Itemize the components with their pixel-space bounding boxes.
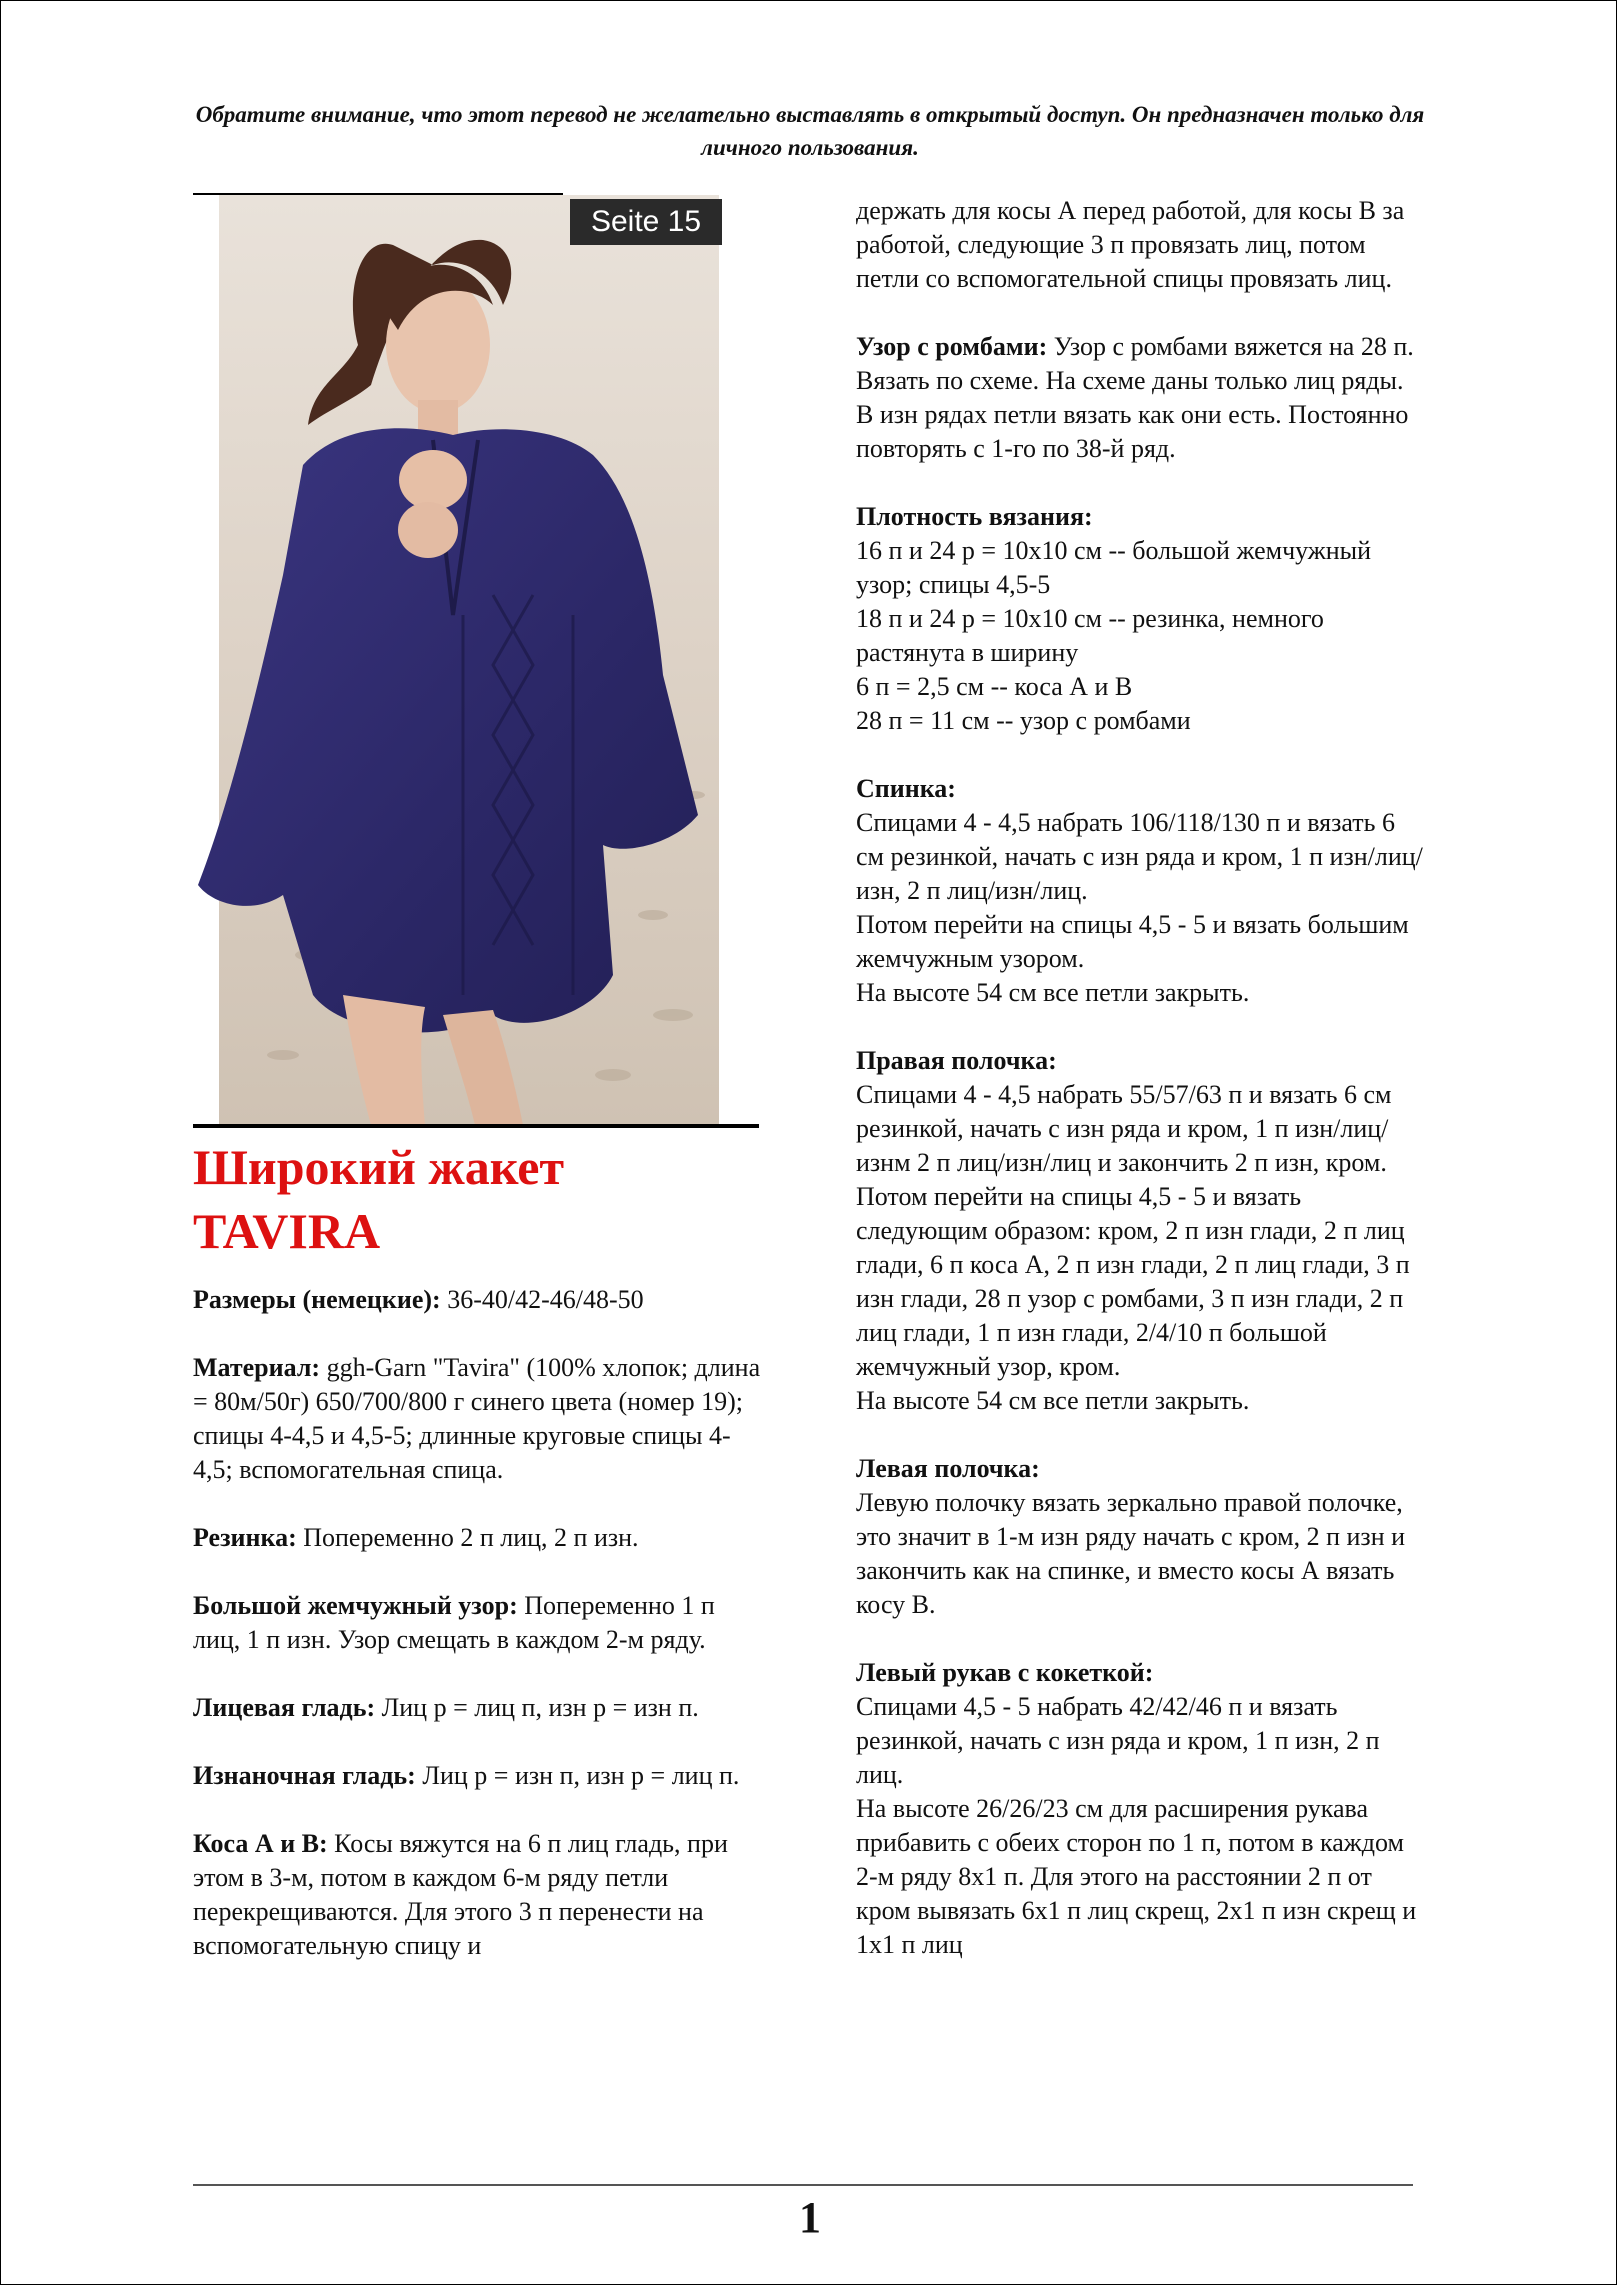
- cable-value: Косы вяжутся на 6 п лиц гладь, при этом в 3-м, потом в каждом 6-м ряду петли перекрещиваются. Для этого 3 п перенести на вспомогательную спицу и: [193, 1829, 728, 1960]
- right-front-line: Потом перейти на спицы 4,5 - 5 и вязать следующим образом: кром, 2 п изн глади, 2 п лиц глади, 6 п коса А, 2 п изн глади, 2 п лиц глади, 3 п изн глади, 28 п узор с ромбами, 3 п изн глади, 2 п лиц глади, 1 п изн глади, 2/4/10 п большой жемчужный узор, кром.: [856, 1182, 1410, 1381]
- sleeve-line: Спицами 4,5 - 5 набрать 42/42/46 п и вязать резинкой, начать с изн ряда и кром, 1 п изн, 2 п лиц.: [856, 1692, 1380, 1789]
- sleeve-paragraph: [856, 1656, 1426, 1962]
- diamond-paragraph: [856, 330, 1426, 466]
- back-line: На высоте 54 см все петли закрыть.: [856, 978, 1250, 1007]
- gauge-line: 18 п и 24 р = 10х10 см -- резинка, немного растянута в ширину: [856, 604, 1324, 667]
- copyright-notice: Обратите внимание, что этот перевод не желательно выставлять в открытый доступ. Он предназначен только для личного пользования.: [195, 102, 1425, 160]
- stockinette-paragraph: [193, 1691, 763, 1725]
- rib-value: Попеременно 2 п лиц, 2 п изн.: [296, 1523, 639, 1552]
- stockinette-label: Лицевая гладь:: [193, 1693, 376, 1722]
- gauge-paragraph: [856, 500, 1426, 738]
- gauge-line: 16 п и 24 р = 10х10 см -- большой жемчужный узор; спицы 4,5-5: [856, 536, 1372, 599]
- right-front-line: На высоте 54 см все петли закрыть.: [856, 1386, 1250, 1415]
- back-line: Потом перейти на спицы 4,5 - 5 и вязать большим жемчужным узором.: [856, 910, 1409, 973]
- material-paragraph: [193, 1351, 763, 1487]
- reverse-label: Изнаночная гладь:: [193, 1761, 416, 1790]
- left-column: [193, 1283, 763, 1963]
- cable-paragraph: [193, 1827, 763, 1963]
- reverse-paragraph: [193, 1759, 763, 1793]
- right-front-line: Спицами 4 - 4,5 набрать 55/57/63 п и вязать 6 см резинкой, начать с изн ряда и кром, 1 п изн/лиц/изнм 2 п лиц/изн/лиц и закончить 2 п изн, кром.: [856, 1080, 1392, 1177]
- sizes-paragraph: [193, 1283, 763, 1317]
- left-front-value: Левую полочку вязать зеркально правой полочке, это значит в 1-м изн ряду начать с кром, 2 п изн и закончить как на спинке, и вместо косы А вязать косу В.: [856, 1488, 1406, 1619]
- pattern-title: [193, 1135, 753, 1263]
- gauge-line: 6 п = 2,5 см -- коса А и В: [856, 672, 1133, 701]
- reverse-value: Лиц р = изн п, изн р = лиц п.: [415, 1761, 740, 1790]
- sleeve-line: На высоте 26/26/23 см для расширения рукава прибавить с обеих сторон по 1 п, потом в каждом 2-м ряду 8х1 п. Для этого на расстоянии 2 п от кром вывязать 6х1 п лиц скрещ, 2х1 п изн скрещ и 1х1 п лиц: [856, 1794, 1417, 1959]
- material-value: ggh-Garn "Tavira" (100% хлопок; длина = 80м/50г) 650/700/800 г синего цвета (номер 19); спицы 4-4,5 и 4,5-5; длинные круговые спицы 4-4,5; вспомогательная спица.: [193, 1353, 761, 1484]
- title-line-2: TAVIRA: [193, 1203, 381, 1259]
- gauge-line: 28 п = 11 см -- узор с ромбами: [856, 706, 1191, 735]
- title-line-1: Широкий жакет: [193, 1139, 565, 1195]
- sizes-value: 36-40/42-46/48-50: [440, 1285, 644, 1314]
- back-label: Спинка:: [856, 774, 956, 803]
- sizes-label: Размеры (немецкие):: [193, 1285, 441, 1314]
- back-line: Спицами 4 - 4,5 набрать 106/118/130 п и вязать 6 см резинкой, начать с изн ряда и кром, 1 п изн/лиц/изн, 2 п лиц/изн/лиц.: [856, 808, 1423, 905]
- diamond-label: Узор с ромбами:: [856, 332, 1048, 361]
- right-front-label: Правая полочка:: [856, 1046, 1057, 1075]
- model-photo: [193, 195, 758, 1125]
- back-paragraph: [856, 772, 1426, 1010]
- page-label-badge: Seite 15: [570, 199, 722, 245]
- photo-rule: [193, 1124, 759, 1128]
- rib-paragraph: [193, 1521, 763, 1555]
- pearl-value: Попеременно 1 п лиц, 1 п изн. Узор смещать в каждом 2-м ряду.: [193, 1591, 715, 1654]
- page-number: 1: [799, 2193, 821, 2242]
- right-column: [856, 194, 1426, 1962]
- cable-continued-paragraph: держать для косы А перед работой, для косы В за работой, следующие 3 п провязать лиц, потом петли со вспомогательной спицы провязать лиц.: [856, 196, 1405, 293]
- diamond-value: Узор с ромбами вяжется на 28 п. Вязать по схеме. На схеме даны только лиц ряды. В изн рядах петли вязать как они есть. Постоянно повторять с 1-го по 38-й ряд.: [856, 332, 1414, 463]
- pearl-paragraph: [193, 1589, 763, 1657]
- material-label: Материал:: [193, 1353, 321, 1382]
- left-front-paragraph: [856, 1452, 1426, 1622]
- cable-label: Коса А и В:: [193, 1829, 328, 1858]
- footer-rule: [193, 2184, 1413, 2186]
- rib-label: Резинка:: [193, 1523, 297, 1552]
- left-front-label: Левая полочка:: [856, 1454, 1040, 1483]
- sleeve-label: Левый рукав с кокеткой:: [856, 1658, 1154, 1687]
- stockinette-value: Лиц р = лиц п, изн р = изн п.: [375, 1693, 699, 1722]
- pearl-label: Большой жемчужный узор:: [193, 1591, 518, 1620]
- gauge-label: Плотность вязания:: [856, 502, 1093, 531]
- right-front-paragraph: [856, 1044, 1426, 1418]
